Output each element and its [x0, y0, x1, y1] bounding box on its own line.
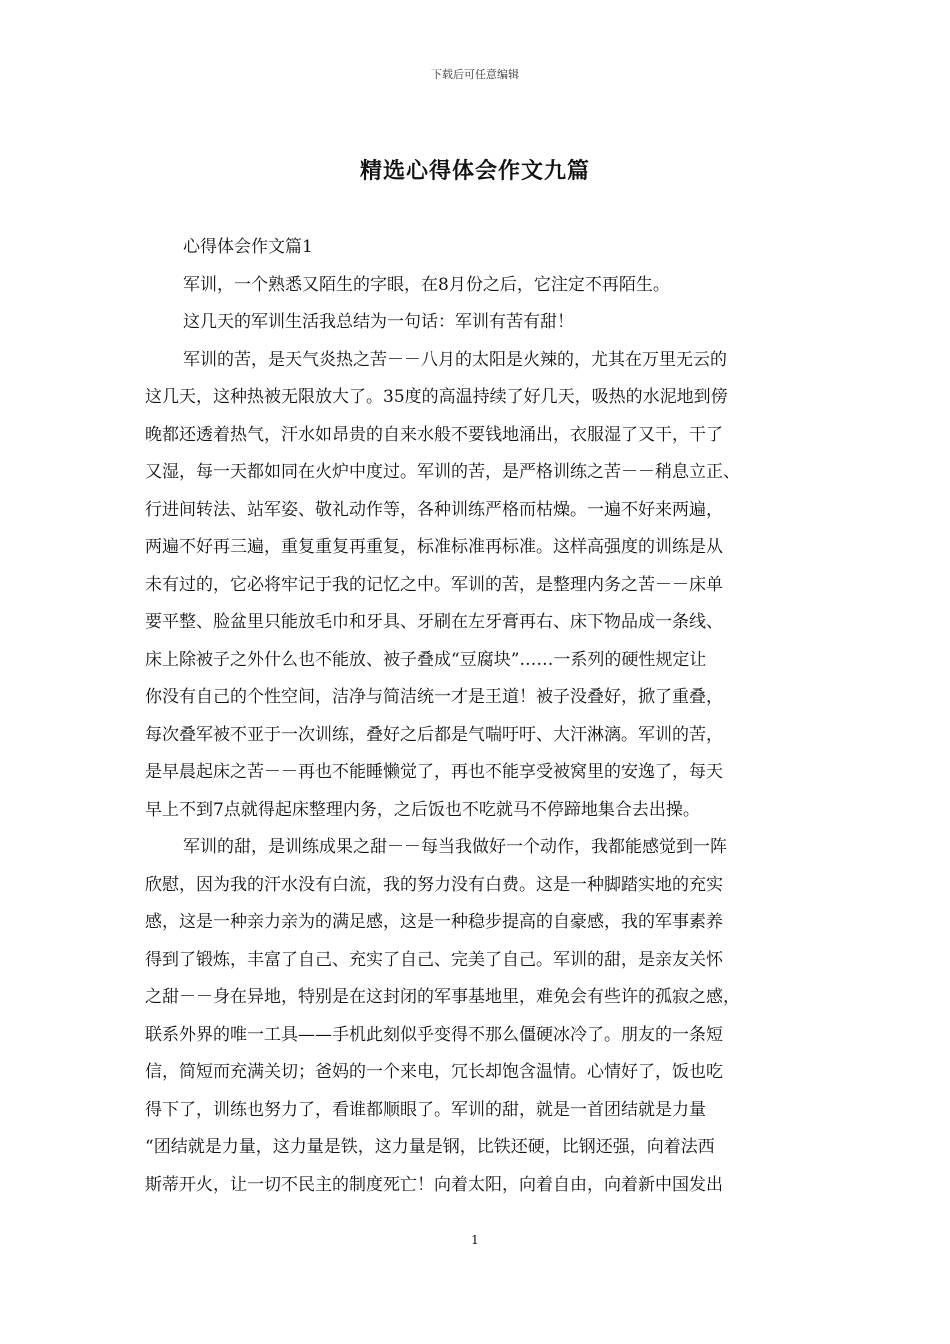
paragraph-line: “团结就是力量，这力量是铁，这力量是钢，比铁还硬，比钢还强，向着法西: [145, 1137, 715, 1157]
paragraph-line: 未有过的，它必将牢记于我的记忆之中。军训的苦，是整理内务之苦－－床单: [145, 574, 723, 595]
paragraph-line: 你没有自己的个性空间，洁净与简洁统一才是王道！被子没叠好，掀了重叠，: [145, 687, 723, 707]
paragraph-line: 军训，一个熟悉又陌生的字眼，在8月份之后，它注定不再陌生。: [183, 274, 670, 295]
paragraph-line: 晚都还透着热气，汗水如昂贵的自来水般不要钱地涌出，衣服湿了又干，干了: [145, 424, 723, 445]
page-number: 1: [471, 1233, 479, 1247]
document-title: 精选心得体会作文九篇: [359, 158, 590, 184]
paragraph-line: 联系外界的唯一工具——手机此刻似乎变得不那么僵硬冰冷了。朋友的一条短: [145, 1024, 723, 1045]
paragraph-line: 信，简短而充满关切；爸妈的一个来电，冗长却饱含温情。心情好了，饭也吃: [145, 1062, 723, 1082]
paragraph-line: 要平整、脸盆里只能放毛巾和牙具、牙刷在左牙膏再右、床下物品成一条线、: [145, 612, 723, 632]
paragraph-line: 得到了锻炼，丰富了自己、充实了自己、完美了自己。军训的甜，是亲友关怀: [145, 949, 723, 970]
paragraph-line: 是早晨起床之苦－－再也不能睡懒觉了，再也不能享受被窝里的安逸了，每天: [145, 762, 723, 782]
paragraph-line: 军训的苦，是天气炎热之苦－－八月的太阳是火辣的，尤其在万里无云的: [183, 349, 727, 370]
paragraph-line: 床上除被子之外什么也不能放、被子叠成“豆腐块”……一系列的硬性规定让: [145, 649, 707, 670]
section-heading: 心得体会作文篇1: [183, 237, 313, 257]
paragraph-line: 感，这是一种亲力亲为的满足感，这是一种稳步提高的自豪感，我的军事素养: [145, 912, 723, 932]
paragraph-line: 之甜－－身在异地，特别是在这封闭的军事基地里，难免会有些许的孤寂之感，: [145, 987, 740, 1007]
paragraph-line: 斯蒂开火，让一切不民主的制度死亡！向着太阳，向着自由，向着新中国发出: [145, 1174, 723, 1195]
paragraph-line: 每次叠军被不亚于一次训练，叠好之后都是气喘吁吁、大汗淋漓。军训的苦，: [145, 724, 723, 745]
paragraph-line: 得下了，训练也努力了，看谁都顺眼了。军训的甜，就是一首团结就是力量: [145, 1099, 706, 1120]
paragraph-line: 这几天的军训生活我总结为一句话：军训有苦有甜！: [183, 312, 574, 332]
document-body: [145, 229, 815, 1204]
paragraph-line: 这几天，这种热被无限放大了。35度的高温持续了好几天，吸热的水泥地到傍: [145, 387, 728, 407]
paragraph-line: 早上不到7点就得起床整理内务，之后饭也不吃就马不停蹄地集合去出操。: [145, 799, 700, 820]
paragraph-line: 欣慰，因为我的汗水没有白流，我的努力没有白费。这是一种脚踏实地的充实: [145, 874, 723, 895]
paragraph-line: 两遍不好再三遍，重复重复再重复，标准标准再标准。这样高强度的训练是从: [145, 537, 723, 557]
page-header-note: 下载后可任意编辑: [431, 68, 519, 81]
paragraph-line: 行进间转法、站军姿、敬礼动作等，各种训练严格而枯燥。一遍不好来两遍，: [145, 499, 723, 520]
paragraph-line: 又湿，每一天都如同在火炉中度过。军训的苦，是严格训练之苦－－稍息立正、: [145, 462, 740, 482]
paragraph-line: 军训的甜，是训练成果之甜－－每当我做好一个动作，我都能感觉到一阵: [183, 837, 727, 857]
